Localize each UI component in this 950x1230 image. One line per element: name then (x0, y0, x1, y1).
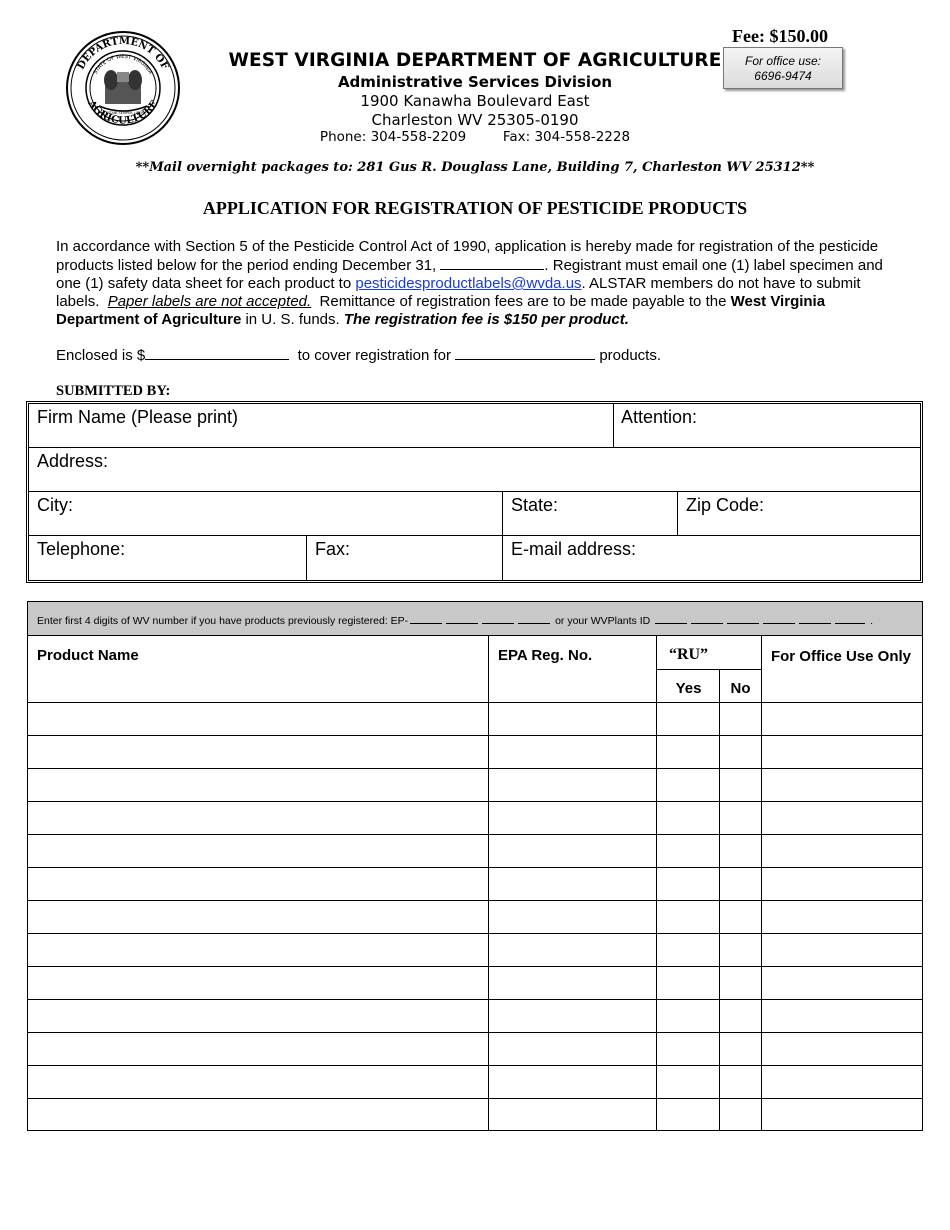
wv-number-text: Enter first 4 digits of WV number if you have products previously registered: EP- (37, 615, 409, 627)
enclosed-line (56, 346, 661, 364)
fee-amount: Fee: $150.00 (732, 26, 828, 46)
product-name-header: Product Name (37, 647, 139, 664)
product-name-cell[interactable] (28, 769, 488, 801)
payee-name: West Virginia Department of Agriculture (56, 293, 826, 328)
ru-yes-cell[interactable] (657, 802, 719, 834)
epa-reg-cell[interactable] (489, 802, 656, 834)
ru-yes-cell[interactable] (657, 901, 719, 933)
wvplants-blank-1[interactable] (655, 614, 687, 624)
svg-text:DEPARTMENT OF: DEPARTMENT OF (75, 35, 171, 72)
ru-yes-cell[interactable] (657, 703, 719, 735)
office-use-cell[interactable] (762, 835, 922, 867)
para-text-5: Remittance of registration fees are to be made payable to the (319, 293, 727, 310)
wvplants-blank-6[interactable] (835, 614, 865, 624)
ru-no-cell[interactable] (720, 1033, 761, 1065)
amount-blank[interactable] (145, 346, 289, 360)
ru-yes-cell[interactable] (657, 1066, 719, 1098)
ru-no-cell[interactable] (720, 802, 761, 834)
ru-yes-cell[interactable] (657, 736, 719, 768)
fax-number: Fax: 304-558-2228 (502, 129, 631, 145)
svg-text:STATE OF WEST VIRGINIA: STATE OF WEST VIRGINIA (92, 53, 154, 76)
wvplants-blank-3[interactable] (727, 614, 759, 624)
ru-no-cell[interactable] (720, 1066, 761, 1098)
product-name-cell[interactable] (28, 1066, 488, 1098)
ru-yes-cell[interactable] (657, 868, 719, 900)
ru-header: “RU” (668, 646, 709, 663)
division-name: Administrative Services Division (337, 73, 613, 91)
address-field[interactable]: Address: (37, 451, 109, 471)
epa-reg-cell[interactable] (489, 736, 656, 768)
epa-reg-cell[interactable] (489, 1000, 656, 1032)
para-text-1: In accordance with Section 5 of the Pesticide Control Act of 1990, application is hereby made for registration of the pesticide products listed below for the period ending December 31, (56, 238, 879, 274)
office-use-cell[interactable] (762, 769, 922, 801)
ru-no-cell[interactable] (720, 1000, 761, 1032)
wv-note-end: . (870, 615, 873, 627)
product-name-cell[interactable] (28, 1099, 488, 1131)
office-use-header: For Office Use Only (770, 648, 912, 665)
product-name-cell[interactable] (28, 967, 488, 999)
submitter-table (26, 401, 923, 583)
ru-yes-cell[interactable] (657, 967, 719, 999)
telephone-field[interactable]: Telephone: (37, 539, 126, 559)
epa-reg-cell[interactable] (489, 703, 656, 735)
phone-number: Phone: 304-558-2209 (319, 129, 467, 145)
enclosed-text-1: Enclosed is $ (56, 347, 146, 364)
epa-reg-cell[interactable] (489, 967, 656, 999)
form-title: APPLICATION FOR REGISTRATION OF PESTICIDE PRODUCTS (202, 198, 748, 218)
epa-reg-cell[interactable] (489, 1066, 656, 1098)
office-use-cell[interactable] (762, 1033, 922, 1065)
office-use-cell[interactable] (762, 934, 922, 966)
epa-reg-cell[interactable] (489, 1033, 656, 1065)
state-field[interactable]: State: (511, 495, 559, 515)
product-name-cell[interactable] (28, 835, 488, 867)
ru-no-cell[interactable] (720, 703, 761, 735)
city-address: Charleston WV 25305-0190 (371, 111, 579, 129)
ru-no-cell[interactable] (720, 934, 761, 966)
product-name-cell[interactable] (28, 1000, 488, 1032)
epa-reg-cell[interactable] (489, 769, 656, 801)
fax-field[interactable]: Fax: (315, 539, 351, 559)
office-use-cell[interactable] (762, 1066, 922, 1098)
office-use-cell[interactable] (762, 802, 922, 834)
ru-no-cell[interactable] (720, 1099, 761, 1131)
epa-reg-cell[interactable] (489, 901, 656, 933)
epa-reg-cell[interactable] (489, 1099, 656, 1131)
fee-statement: The registration fee is $150 per product. (343, 311, 629, 328)
ru-no-header: No (730, 680, 751, 697)
epa-reg-header: EPA Reg. No. (498, 647, 593, 664)
svg-text:AGRICULTURE: AGRICULTURE (85, 98, 161, 127)
year-blank[interactable] (440, 256, 544, 270)
para-text-7: in U. S. funds. (245, 311, 340, 328)
enclosed-text-2: to cover registration for (297, 347, 451, 364)
wvda-seal-logo (65, 30, 181, 146)
ru-yes-cell[interactable] (657, 1099, 719, 1131)
email-field[interactable]: E-mail address: (511, 539, 637, 559)
product-name-cell[interactable] (28, 802, 488, 834)
office-use-cell[interactable] (762, 1099, 922, 1131)
enclosed-text-3: products. (599, 347, 662, 364)
epa-reg-cell[interactable] (489, 868, 656, 900)
wvplants-blank-2[interactable] (691, 614, 723, 624)
office-use-cell[interactable] (762, 967, 922, 999)
ep-blank-3[interactable] (482, 614, 514, 624)
office-use-cell[interactable] (762, 901, 922, 933)
ru-yes-cell[interactable] (657, 1000, 719, 1032)
para-text-3: . ALSTAR members do not have to submit labels. (56, 275, 861, 310)
wvplants-blank-4[interactable] (763, 614, 795, 624)
product-count-blank[interactable] (455, 346, 595, 360)
epa-reg-cell[interactable] (489, 835, 656, 867)
svg-text:MONTANI SEMPER LIBERI: MONTANI SEMPER LIBERI (101, 111, 145, 115)
paper-labels-note: Paper labels are not accepted. (107, 293, 312, 310)
ru-no-cell[interactable] (720, 967, 761, 999)
product-name-cell[interactable] (28, 934, 488, 966)
product-name-cell[interactable] (28, 736, 488, 768)
office-use-cell[interactable] (762, 703, 922, 735)
submitted-by-heading: SUBMITTED BY: (56, 383, 171, 399)
ru-no-cell[interactable] (720, 835, 761, 867)
ru-no-cell[interactable] (720, 868, 761, 900)
ru-subheader-line (656, 669, 761, 670)
para-text-2: . Registrant must email one (1) label specimen and one (1) safety data sheet for each product to (56, 257, 883, 292)
ep-blank-1[interactable] (410, 614, 442, 624)
office-use-cell[interactable] (762, 868, 922, 900)
street-address: 1900 Kanawha Boulevard East (360, 92, 590, 110)
office-use-label: For office use: (744, 54, 822, 68)
ep-blank-4[interactable] (518, 614, 550, 624)
ru-yes-cell[interactable] (657, 934, 719, 966)
ep-blank-2[interactable] (446, 614, 478, 624)
office-use-cell[interactable] (762, 1000, 922, 1032)
ru-no-cell[interactable] (720, 736, 761, 768)
mail-note: **Mail overnight packages to: 281 Gus R. Douglass Lane, Building 7, Charleston WV 25312** (135, 160, 815, 175)
office-use-code: 6696-9474 (754, 69, 812, 83)
product-name-cell[interactable] (28, 1033, 488, 1065)
ru-yes-cell[interactable] (657, 835, 719, 867)
wvplants-text: or your WVPlants ID (555, 615, 651, 627)
office-use-cell[interactable] (762, 736, 922, 768)
product-name-cell[interactable] (28, 868, 488, 900)
instructions-paragraph (56, 238, 906, 329)
contact-line (200, 129, 750, 145)
ru-yes-header: Yes (675, 680, 702, 697)
department-name: WEST VIRGINIA DEPARTMENT OF AGRICULTURE (228, 50, 722, 71)
attention-field[interactable]: Attention: (621, 407, 698, 427)
ru-no-cell[interactable] (720, 901, 761, 933)
wv-number-bar (28, 602, 922, 636)
office-use-box (723, 47, 843, 89)
wvplants-blank-5[interactable] (799, 614, 831, 624)
product-name-cell[interactable] (28, 901, 488, 933)
product-name-cell[interactable] (28, 703, 488, 735)
epa-reg-cell[interactable] (489, 934, 656, 966)
zip-code-field[interactable]: Zip Code: (686, 495, 765, 515)
email-link[interactable]: pesticidesproductlabels@wvda.us (355, 275, 582, 292)
firm-name-field[interactable]: Firm Name (Please print) (37, 407, 239, 427)
ru-no-cell[interactable] (720, 769, 761, 801)
city-field[interactable]: City: (37, 495, 73, 515)
ru-yes-cell[interactable] (657, 769, 719, 801)
ru-yes-cell[interactable] (657, 1033, 719, 1065)
